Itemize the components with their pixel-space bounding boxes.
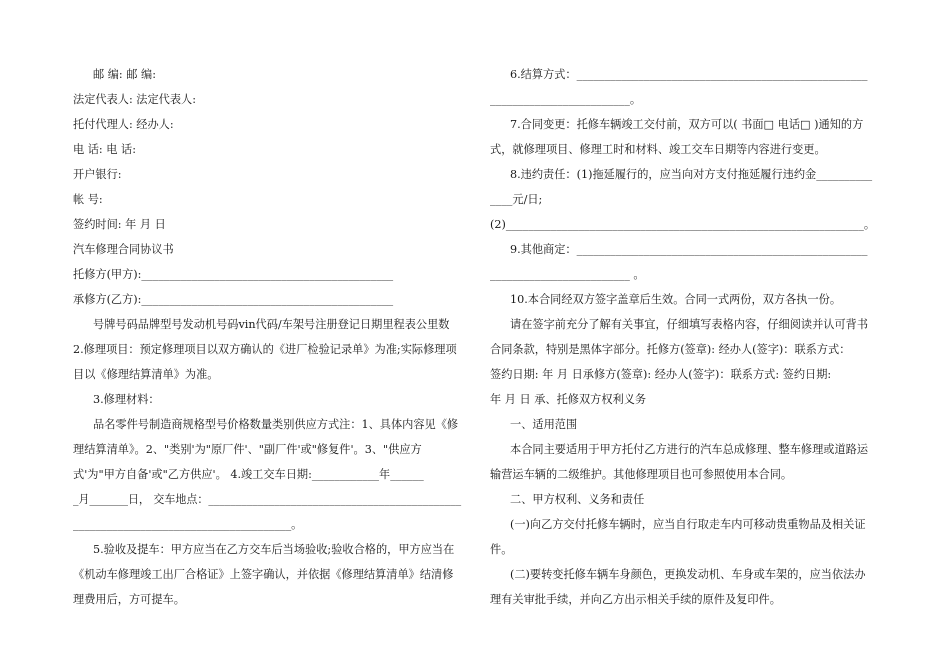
repair-items-paragraph-cont: 目以《修理结算清单》为准。 [73,368,219,381]
agent-line: 托付代理人: 经办人: [73,118,174,131]
contract-title: 汽车修理合同协议书 [73,243,174,256]
materials-paragraph-cont: 理结算清单》。2、"类别'为"原厂件'、"副厂件'或"修复件'。3、"供应方 [73,443,422,456]
party-a-clause-1-cont: 件。 [490,543,513,556]
phone-line: 电 话: 电 话: [73,143,136,156]
delivery-date-line: 式'为"甲方自备'或"乙方供应'。 4.竣工交车日期:____________年______ [73,468,424,481]
other-agreement-line: 9.其他商定：____________________________________________________ [510,243,868,256]
postcode-line: 邮 编: 邮 编: [93,68,156,81]
legal-representative-line: 法定代表人: 法定代表人: [73,93,196,106]
repair-materials-heading: 3.修理材料： [93,393,160,406]
rights-obligations-heading: 年 月 日 承、托修双方权利义务 [490,393,647,406]
scope-paragraph: 本合同主要适用于甲方托付乙方进行的汽车总成修理、整车修理或道路运 [510,443,869,456]
party-a-clause-2-cont: 理有关审批手续，并向乙方出示相关手续的原件及复印件。 [490,593,781,606]
acceptance-paragraph-end: 理费用后，方可提车。 [73,593,185,606]
settlement-line-cont: _________________________。 [490,93,642,106]
materials-paragraph: 品名零件号制造商规格型号价格数量类别供应方式注：1、具体内容见《修 [93,418,459,431]
acceptance-paragraph-cont: 《机动车修理竣工出厂合格证》上签字确认，并依据《修理结算清单》结清修 [73,568,454,581]
repair-items-paragraph: 2.修理项目：预定修理项目以双方确认的《进厂检验记录单》为准;实际修理项 [73,343,457,356]
acceptance-paragraph: 5.验收及提车：甲方应当在乙方交车后当场验收;验收合格的，甲方应当在 [93,543,455,556]
effectiveness-paragraph: 10.本合同经双方签字盖章后生效。合同一式两份，双方各执一份。 [510,293,842,306]
signature-line-2: 签约日期: 年 月 日承修方(签章): 经办人(签字)：联系方式: 签约日期: [490,368,832,381]
delivery-place-line-cont: _______________________________________。 [73,518,303,531]
signature-line-1: 合同条款，特别是黑体字部分。托修方(签章): 经办人(签字)：联系方式： [490,343,851,356]
scope-heading: 一、适用范围 [510,418,578,431]
scope-paragraph-cont: 输营运车辆的二级维护。其他修理项目也可参照使用本合同。 [490,468,793,481]
breach-liability-item-2: (2)________________________________________________________________。 [490,218,876,231]
other-agreement-line-cont: _________________________ 。 [490,268,645,281]
party-a-clause-2: (二)要转变托修车辆车身颜色，更换发动机、车身或车架的，应当依法办 [510,568,866,581]
notice-paragraph: 请在签字前充分了解有关事宜，仔细填写表格内容，仔细阅读并认可背书 [510,318,869,331]
settlement-line: 6.结算方式：____________________________________________________ [510,68,868,81]
repairer-party-line: 承修方(乙方):_____________________________________________ [73,293,394,306]
breach-liability-line: 8.违约责任：(1)拖延履行的，应当向对方支付拖延履行违约金__________ [510,168,873,181]
client-party-line: 托修方(甲方):_____________________________________________ [73,268,394,281]
contract-change-paragraph: 7.合同变更：托修车辆竣工交付前，双方可以( 书面□ 电话□ )通知的方 [510,118,864,131]
account-line: 帐 号: [73,193,103,206]
party-a-clause-1: (一)向乙方交付托修车辆时，应当自行取走车内可移动贵重物品及相关证 [510,518,866,531]
vehicle-info-header: 号牌号码品牌型号发动机号码vin代码/车架号注册登记日期里程表公里数 [93,318,450,331]
delivery-place-line: _月_______日， 交车地点：______________________________________________ [73,493,462,506]
signing-date-line: 签约时间: 年 月 日 [73,218,166,231]
contract-change-paragraph-cont: 式，就修理项目、修理工时和材料、竣工交车日期等内容进行变更。 [490,143,826,156]
party-a-rights-heading: 二、甲方权利、义务和责任 [510,493,645,506]
bank-line: 开户银行: [73,168,122,181]
breach-liability-line-cont: ____元/日; [490,193,543,206]
